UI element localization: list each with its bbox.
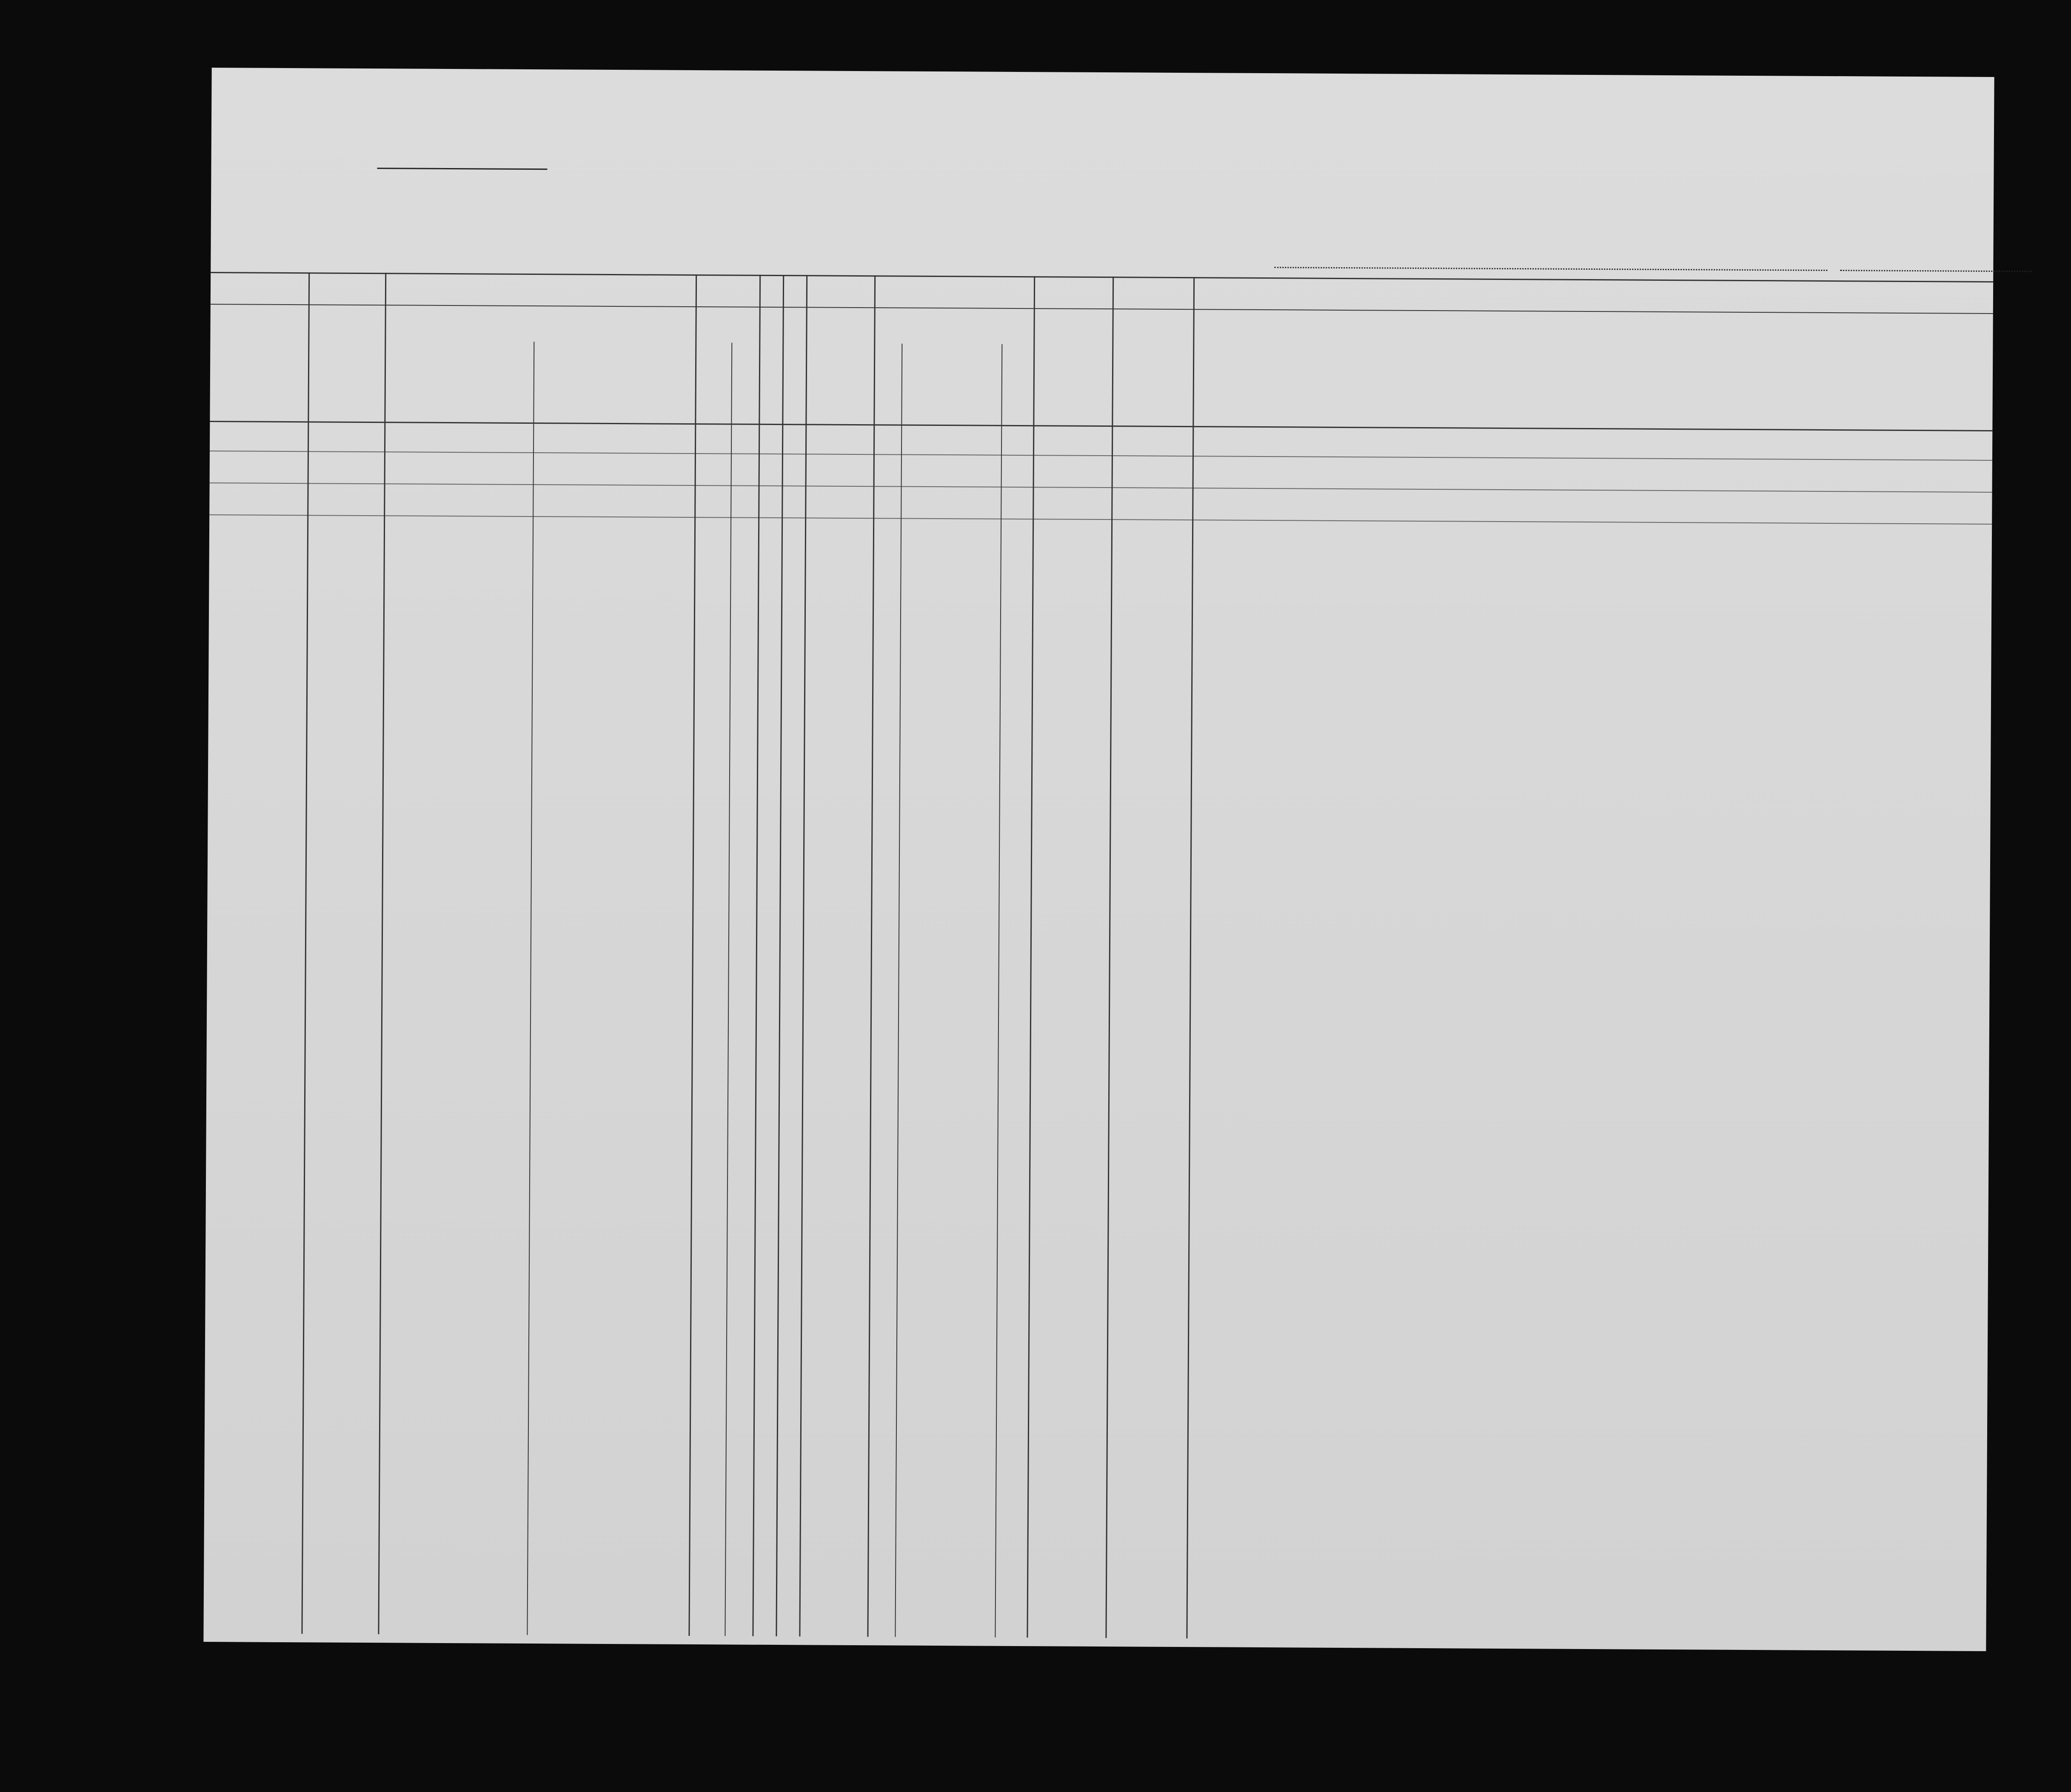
manifest-sheet bbox=[203, 68, 1994, 1651]
sailing-date-line bbox=[1840, 270, 2031, 272]
manifest-service bbox=[309, 108, 488, 109]
sailing-from-line bbox=[1274, 267, 1827, 271]
manifest-dept bbox=[309, 108, 488, 109]
manifest-form-no bbox=[309, 108, 488, 109]
